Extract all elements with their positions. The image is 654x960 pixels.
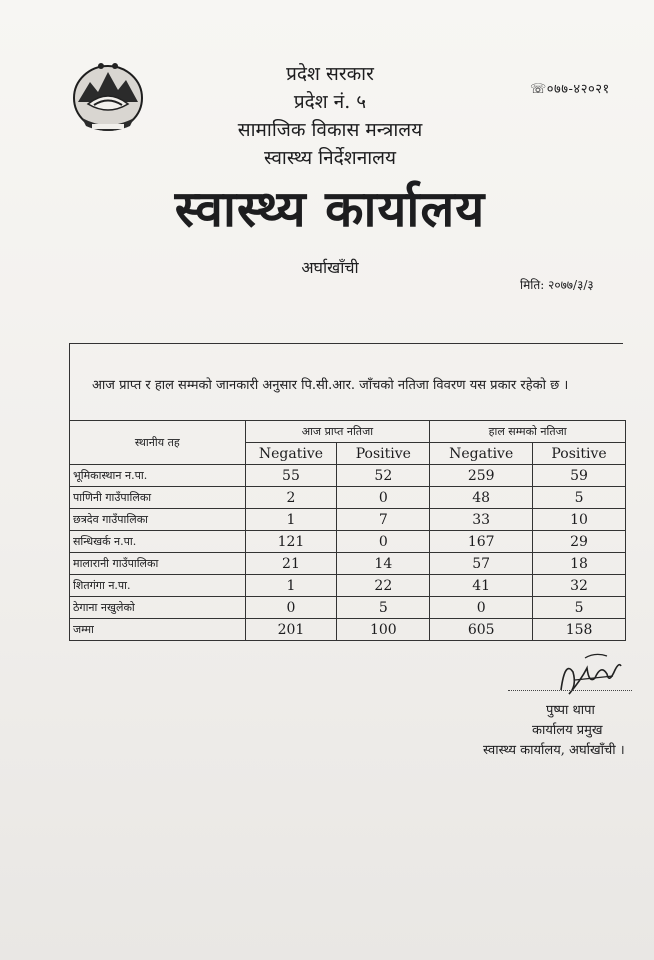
cell-today-negative: 201 xyxy=(245,619,337,641)
cell-total-positive: 158 xyxy=(533,619,626,641)
cell-today-negative: 0 xyxy=(245,597,337,619)
cell-total-positive: 59 xyxy=(533,465,626,487)
cell-total-positive: 5 xyxy=(533,487,626,509)
subheader-total-positive: Positive xyxy=(533,443,626,465)
row-local-level: मालारानी गाउँपालिका xyxy=(70,553,246,575)
row-total-label: जम्मा xyxy=(70,619,246,641)
column-header-today: आज प्राप्त नतिजा xyxy=(245,421,430,443)
cell-today-negative: 2 xyxy=(245,487,337,509)
signature-line xyxy=(508,690,632,691)
row-local-level: भूमिकास्थान न.पा. xyxy=(70,465,246,487)
document-date: मिति: २०७७/३/३ xyxy=(520,278,594,292)
cell-total-positive: 18 xyxy=(533,553,626,575)
cell-total-positive: 10 xyxy=(533,509,626,531)
cell-total-positive: 32 xyxy=(533,575,626,597)
row-local-level: सन्धिखर्क न.पा. xyxy=(70,531,246,553)
cell-total-negative: 41 xyxy=(430,575,533,597)
cell-total-negative: 605 xyxy=(430,619,533,641)
cell-total-positive: 29 xyxy=(533,531,626,553)
header-province-government: प्रदेश सरकार xyxy=(286,63,374,85)
header-directorate: स्वास्थ्य निर्देशनालय xyxy=(263,147,397,169)
signatory-office: स्वास्थ्य कार्यालय, अर्घाखाँची । xyxy=(483,743,625,758)
subheader-today-negative: Negative xyxy=(245,443,337,465)
cell-today-negative: 121 xyxy=(245,531,337,553)
header-province-number: प्रदेश नं. ५ xyxy=(293,91,367,113)
cell-today-negative: 55 xyxy=(245,465,337,487)
table-total-row xyxy=(70,619,626,641)
nepal-emblem-icon xyxy=(68,58,148,136)
cell-today-positive: 14 xyxy=(337,553,430,575)
cell-total-negative: 259 xyxy=(430,465,533,487)
cell-total-positive: 5 xyxy=(533,597,626,619)
cell-today-negative: 1 xyxy=(245,509,337,531)
subheader-today-positive: Positive xyxy=(337,443,430,465)
cell-today-positive: 7 xyxy=(337,509,430,531)
cell-today-positive: 0 xyxy=(337,531,430,553)
office-title: स्वास्थ्य कार्यालय xyxy=(174,179,486,238)
cell-total-negative: 33 xyxy=(430,509,533,531)
row-local-level: शितगंगा न.पा. xyxy=(70,575,246,597)
column-header-local-level: स्थानीय तह xyxy=(70,421,246,465)
table-row xyxy=(70,465,626,487)
phone-number: ☏०७७-४२०२१ xyxy=(530,82,610,97)
table-header-row xyxy=(70,421,626,443)
cell-today-positive: 52 xyxy=(337,465,430,487)
table-row xyxy=(70,597,626,619)
row-local-level: छत्रदेव गाउँपालिका xyxy=(70,509,246,531)
cell-total-negative: 0 xyxy=(430,597,533,619)
intro-text: आज प्राप्त र हाल सम्मको जानकारी अनुसार पि.सी.आर. जाँचको नतिजा विवरण यस प्रकार रहेको छ । xyxy=(92,378,569,393)
signatory-name: पुष्पा थापा xyxy=(546,703,595,718)
header-ministry: सामाजिक विकास मन्त्रालय xyxy=(237,119,423,141)
cell-today-negative: 21 xyxy=(245,553,337,575)
cell-today-positive: 22 xyxy=(337,575,430,597)
cell-today-positive: 5 xyxy=(337,597,430,619)
subheader-total-negative: Negative xyxy=(430,443,533,465)
signatory-post: कार्यालय प्रमुख xyxy=(532,723,603,738)
cell-today-negative: 1 xyxy=(245,575,337,597)
row-local-level: ठेगाना नखुलेको xyxy=(70,597,246,619)
table-row xyxy=(70,487,626,509)
row-local-level: पाणिनी गाउँपालिका xyxy=(70,487,246,509)
table-row xyxy=(70,531,626,553)
cell-total-negative: 167 xyxy=(430,531,533,553)
cell-today-positive: 0 xyxy=(337,487,430,509)
table-row xyxy=(70,509,626,531)
column-header-total: हाल सम्मको नतिजा xyxy=(430,421,626,443)
cell-total-negative: 48 xyxy=(430,487,533,509)
table-row xyxy=(70,553,626,575)
pcr-result-table xyxy=(69,420,626,641)
cell-today-positive: 100 xyxy=(337,619,430,641)
cell-total-negative: 57 xyxy=(430,553,533,575)
table-row xyxy=(70,575,626,597)
district-name: अर्घाखाँची xyxy=(301,258,359,277)
